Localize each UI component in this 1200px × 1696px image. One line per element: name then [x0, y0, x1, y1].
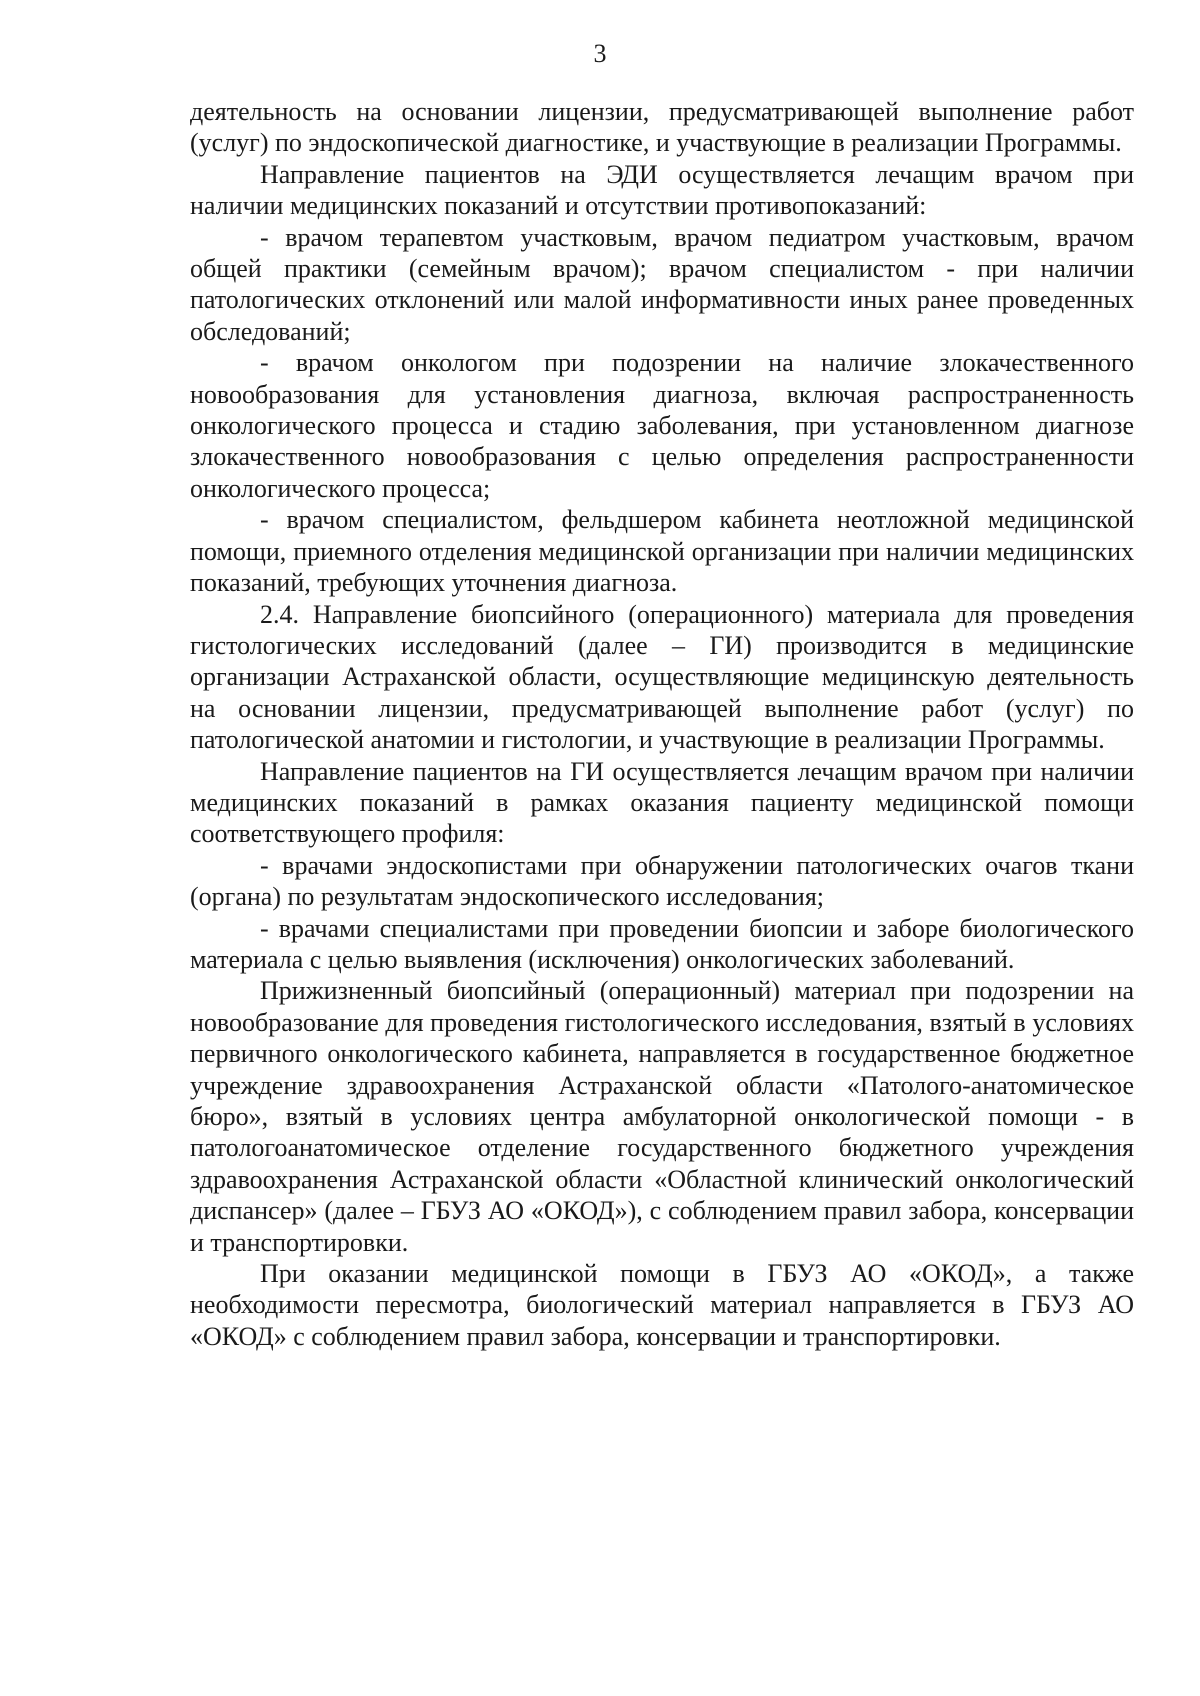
paragraph-gi-referral: Направление пациентов на ГИ осуществляется лечащим врачом при наличии медицинских показаний в рамках оказания пациенту медицинской помощи соответствующего профиля: [190, 756, 1134, 849]
list-item-oncologist: - врачом онкологом при подозрении на наличие злокачественного новообразования для установления диагноза, включая распространенность онкологического процесса и стадию заболевания, при установленном диагнозе злокачественного новообразования с целью определения распространенности онкологического процесса; [190, 348, 1134, 503]
paragraph-biopsy-material: Прижизненный биопсийный (операционный) материал при подозрении на новообразование для проведения гистологического исследования, взятый в условиях первичного онкологического кабинета, направляется в государственное бюджетное учреждение здравоохранения Астраханской области «Патолого-анатомическое бюро», взятый в условиях центра амбулаторной онкологической помощи - в патологоанатомическое отделение государственного бюджетного учреждения здравоохранения Астраханской области «Областной клинический онкологический диспансер» (далее – ГБУЗ АО «ОКОД»), с соблюдением правил забора, консервации и транспортировки. [190, 976, 1134, 1257]
paragraph-continuation: деятельность на основании лицензии, предусматривающей выполнение работ (услуг) по эндоскопической диагностике, и участвующие в реализации Программы. [190, 97, 1134, 158]
paragraph-okod-review: При оказании медицинской помощи в ГБУЗ АО «ОКОД», а также необходимости пересмотра, биологический материал направляется в ГБУЗ АО «ОКОД» с соблюдением правил забора, консервации и транспортировки. [190, 1259, 1134, 1351]
list-item-specialists-biopsy: - врачами специалистами при проведении биопсии и заборе биологического материала с целью выявления (исключения) онкологических заболеваний. [190, 913, 1134, 974]
list-item-endoscopists: - врачами эндоскопистами при обнаружении патологических очагов ткани (органа) по результатам эндоскопического исследования; [190, 850, 1134, 912]
paragraph-edi-referral: Направление пациентов на ЭДИ осуществляется лечащим врачом при наличии медицинских показаний и отсутствии противопоказаний: [190, 159, 1134, 221]
list-item-therapist: - врачом терапевтом участковым, врачом педиатром участковым, врачом общей практики (семейным врачом); врачом специалистом - при наличии патологических отклонений или малой информативности иных ранее проведенных обследований; [190, 222, 1134, 346]
document-body [190, 96, 1134, 1352]
paragraph-section-2-4: 2.4. Направление биопсийного (операционного) материала для проведения гистологических исследований (далее – ГИ) производится в медицинские организации Астраханской области, осуществляющие медицинскую деятельность на основании лицензии, предусматривающей выполнение работ (услуг) по патологической анатомии и гистологии, и участвующие в реализации Программы. [190, 599, 1134, 755]
list-item-specialist-paramedic: - врачом специалистом, фельдшером кабинета неотложной медицинской помощи, приемного отделения медицинской организации при наличии медицинских показаний, требующих уточнения диагноза. [190, 505, 1134, 598]
page-number: 3 [593, 39, 607, 68]
